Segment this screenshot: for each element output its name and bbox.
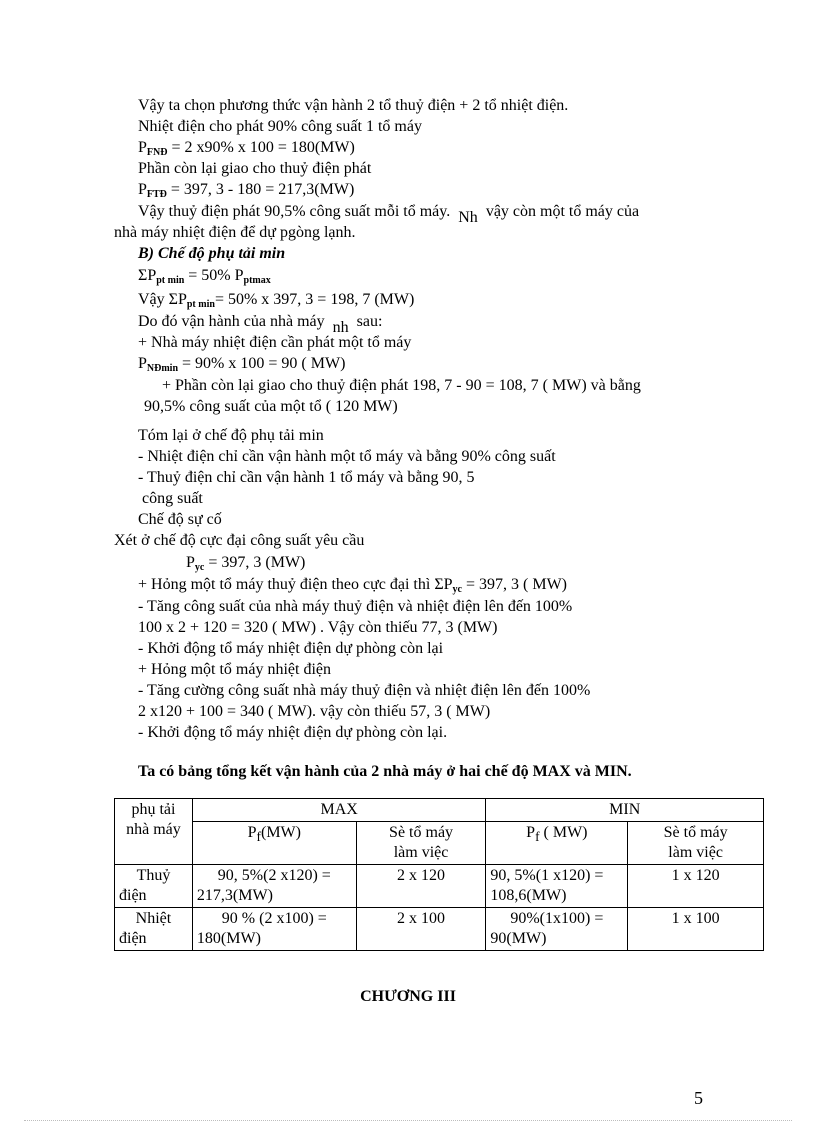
formula-text: = 50% P xyxy=(188,267,244,284)
inline-symbol: Nh xyxy=(458,209,478,226)
text-line: + Phần còn lại giao cho thuỷ điện phát 198, 7 - 90 = 108, 7 ( MW) và bằng xyxy=(162,377,641,394)
text-span: + Hỏng một tổ máy thuỷ điện theo cực đại thì xyxy=(138,576,431,593)
subscript: yc xyxy=(452,584,462,595)
footer-divider xyxy=(24,1120,792,1121)
text-line: - Khởi động tổ máy nhiệt điện dự phòng còn lại. xyxy=(138,724,448,741)
header-text: Sè tổ máy xyxy=(663,824,728,841)
formula-line xyxy=(186,553,305,573)
formula-text: Vậy ΣP xyxy=(138,291,187,308)
row-plant-name xyxy=(115,865,193,908)
formula-text: = 397, 3 - 180 = 217,3(MW) xyxy=(170,181,355,198)
header-pf-min xyxy=(486,822,628,865)
header-text: ( MW) xyxy=(539,824,588,841)
subscript: pt min xyxy=(186,299,215,310)
text-line: + Nhà máy nhiệt điện cần phát một tổ máy xyxy=(138,334,412,351)
formula-text: ΣP xyxy=(138,267,157,284)
subscript: NĐmin xyxy=(146,363,179,374)
table-caption: Ta có bảng tổng kết vận hành của 2 nhà máy ở hai chế độ MAX và MIN. xyxy=(138,763,632,780)
header-text: P xyxy=(247,824,257,841)
subscript: FTĐ xyxy=(146,189,167,200)
formula-line xyxy=(138,138,355,158)
subscript: yc xyxy=(194,562,205,573)
header-text: Sè tổ máy xyxy=(389,824,454,841)
subscript: f xyxy=(256,829,261,845)
text-line: nhà máy nhiệt điện để dự pgòng lạnh. xyxy=(114,224,356,241)
table-row xyxy=(115,908,764,951)
header-text: làm việc xyxy=(668,844,723,861)
cell-text: điện xyxy=(119,887,147,904)
cell-text: 90 % (2 x100) = xyxy=(221,910,327,927)
header-text: nhà máy xyxy=(126,821,181,838)
text-span: vậy còn một tổ máy của xyxy=(485,203,640,220)
text-line: 90,5% công suất của một tổ ( 120 MW) xyxy=(144,398,398,415)
formula-text: = 50% x 397, 3 = 198, 7 (MW) xyxy=(214,291,415,308)
text-line: - Thuỷ điện chỉ cần vận hành 1 tổ máy và bằng 90, 5 xyxy=(138,469,475,486)
symbol-p: P xyxy=(138,139,147,156)
text-line: + Hỏng một tổ máy nhiệt điện xyxy=(138,661,331,678)
header-pf-max xyxy=(192,822,356,865)
subscript: pt min xyxy=(156,275,185,286)
cell-text: Thuỷ xyxy=(136,867,171,884)
text-line: - Tăng công suất của nhà máy thuỷ điện và nhiệt điện lên đến 100% xyxy=(138,598,573,615)
symbol-p: P xyxy=(186,554,195,571)
cell-max-count: 2 x 120 xyxy=(356,865,486,908)
cell-text: 108,6(MW) xyxy=(490,887,567,904)
formula-line xyxy=(138,290,414,310)
header-text: phụ tải xyxy=(131,801,176,818)
inline-symbol: nh xyxy=(332,319,349,336)
formula-line xyxy=(138,180,354,200)
cell-min-count: 1 x 120 xyxy=(628,865,764,908)
text-line: - Tăng cường công suất nhà máy thuỷ điện và nhiệt điện lên đến 100% xyxy=(138,682,591,699)
subscript: f xyxy=(535,829,540,845)
cell-max-count: 2 x 100 xyxy=(356,908,486,951)
cell-text: điện xyxy=(119,930,147,947)
formula-text: = 2 x90% x 100 = 180(MW) xyxy=(171,139,355,156)
text-line: Vậy ta chọn phương thức vận hành 2 tổ thuỷ điện + 2 tổ nhiệt điện. xyxy=(138,97,569,114)
formula-text: ΣP xyxy=(434,576,453,593)
cell-text: 90%(1x100) = xyxy=(510,910,604,927)
cell-text: Nhiệt xyxy=(135,910,172,927)
row-plant-name xyxy=(115,908,193,951)
header-text: P xyxy=(526,824,536,841)
text-line: Tóm lại ở chế độ phụ tải min xyxy=(138,427,324,444)
table-header-row xyxy=(115,799,764,822)
section-heading: B) Chế độ phụ tải min xyxy=(138,245,286,262)
subscript: FNĐ xyxy=(146,147,168,158)
text-line: Nhiệt điện cho phát 90% công suất 1 tổ máy xyxy=(138,118,422,135)
formula-text: = 397, 3 (MW) xyxy=(208,554,306,571)
symbol-p: P xyxy=(138,355,147,372)
summary-table xyxy=(114,798,764,951)
table-row xyxy=(115,865,764,908)
cell-text: 217,3(MW) xyxy=(196,887,273,904)
subscript: ptmax xyxy=(243,275,271,286)
header-count-max xyxy=(356,822,486,865)
text-line xyxy=(138,312,383,336)
table-group-max: MAX xyxy=(192,799,486,822)
cell-text: 90, 5%(2 x120) = xyxy=(217,867,331,884)
header-count-min xyxy=(628,822,764,865)
chapter-title: CHƯƠNG III xyxy=(360,988,456,1005)
text-line: công suất xyxy=(142,490,203,507)
text-span: Vậy thuỷ điện phát 90,5% công suất mỗi tổ máy. xyxy=(138,203,451,220)
text-line: Chế độ sự cố xyxy=(138,511,222,528)
formula-line xyxy=(138,575,567,595)
text-line: - Nhiệt điện chỉ cần vận hành một tổ máy và bằng 90% công suất xyxy=(138,448,556,465)
header-text: làm việc xyxy=(393,844,449,861)
header-text: (MW) xyxy=(260,824,301,841)
cell-max-pf xyxy=(192,908,356,951)
formula-line xyxy=(138,354,345,374)
text-span: sau: xyxy=(356,313,383,330)
text-line: - Khởi động tổ máy nhiệt điện dự phòng còn lại xyxy=(138,640,444,657)
cell-min-pf xyxy=(486,908,628,951)
cell-text: 180(MW) xyxy=(196,930,261,947)
text-line: 100 x 2 + 120 = 320 ( MW) . Vậy còn thiếu 77, 3 (MW) xyxy=(138,619,498,636)
text-line: Phần còn lại giao cho thuỷ điện phát xyxy=(138,160,372,177)
text-span: Do đó vận hành của nhà máy xyxy=(138,313,325,330)
page-number: 5 xyxy=(694,1088,703,1108)
table-group-min: MIN xyxy=(486,799,764,822)
cell-max-pf xyxy=(192,865,356,908)
table-subheader-row xyxy=(115,822,764,865)
symbol-p: P xyxy=(138,181,147,198)
cell-min-pf xyxy=(486,865,628,908)
formula-text: = 90% x 100 = 90 ( MW) xyxy=(182,355,346,372)
formula-line xyxy=(138,266,271,286)
cell-text: 90, 5%(1 x120) = xyxy=(490,867,604,884)
table-corner-cell xyxy=(115,799,193,865)
cell-min-count: 1 x 100 xyxy=(628,908,764,951)
cell-text: 90(MW) xyxy=(490,930,547,947)
formula-text: = 397, 3 ( MW) xyxy=(465,576,567,593)
text-line xyxy=(138,202,640,226)
text-line: Xét ở chế độ cực đại công suất yêu cầu xyxy=(114,532,365,549)
text-line: 2 x120 + 100 = 340 ( MW). vậy còn thiếu 57, 3 ( MW) xyxy=(138,703,491,720)
